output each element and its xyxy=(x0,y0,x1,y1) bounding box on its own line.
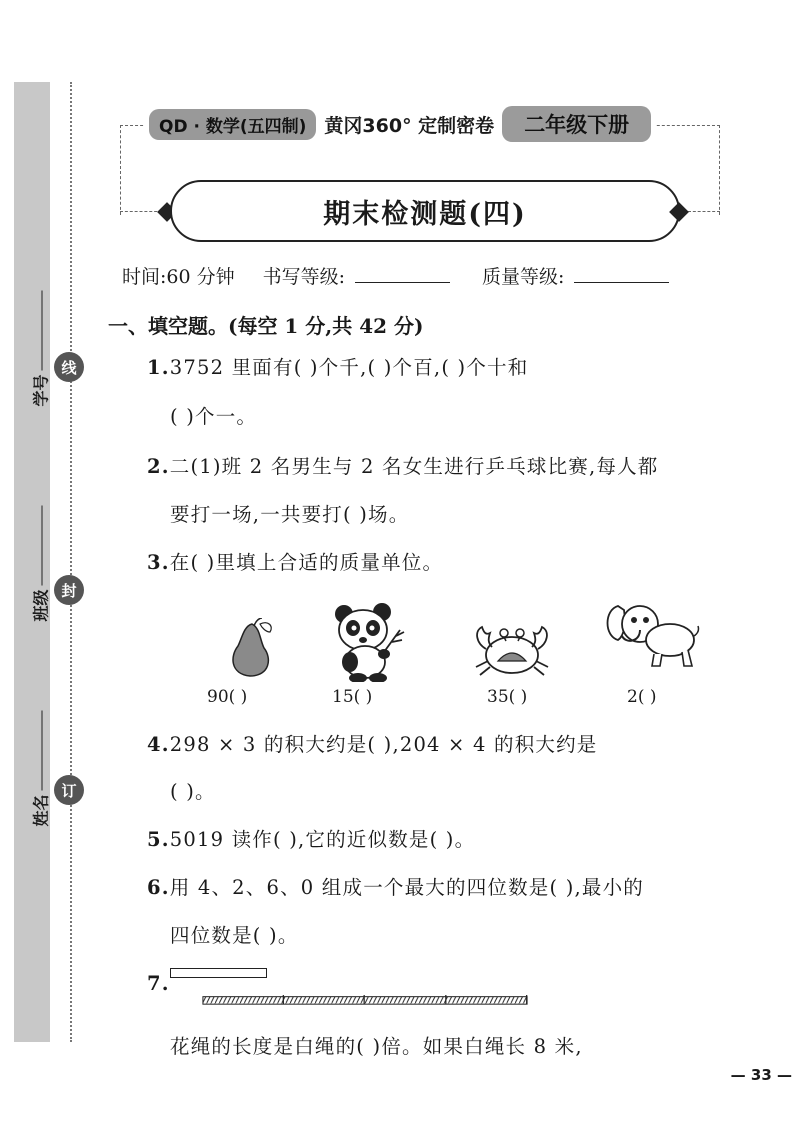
question-3 xyxy=(147,551,443,574)
class-field xyxy=(29,482,52,622)
q3-text: 在( )里填上合适的质量单位。 xyxy=(169,551,444,574)
q6-number: 6. xyxy=(147,876,170,899)
white-rope xyxy=(170,968,267,978)
class-blank[interactable] xyxy=(42,505,43,585)
writing-grade-blank[interactable] xyxy=(355,282,450,283)
student-id-field xyxy=(29,267,52,407)
question-5 xyxy=(147,828,475,851)
q3-number: 3. xyxy=(147,551,170,574)
seal-mark-bind: 订 xyxy=(54,775,84,805)
name-blank[interactable] xyxy=(42,710,43,790)
section-title: 一、填空题。(每空 1 分,共 42 分) xyxy=(108,314,424,338)
student-id-label: 学号 xyxy=(31,374,51,407)
name-field xyxy=(29,687,52,827)
patterned-rope xyxy=(170,995,560,1005)
q4-text-line2: ( )。 xyxy=(170,780,216,803)
q2-text-line1: 二(1)班 2 名男生与 2 名女生进行乒乓球比赛,每人都 xyxy=(169,455,659,478)
panda-icon xyxy=(330,600,410,682)
series-pill: QD · 数学(五四制) xyxy=(149,109,316,140)
quality-grade-label: 质量等级: xyxy=(482,266,565,288)
crab-icon xyxy=(470,615,554,679)
seal-mark-line: 线 xyxy=(54,352,84,382)
elephant-icon xyxy=(604,596,700,670)
question-1 xyxy=(147,356,528,379)
seal-mark-seal: 封 xyxy=(54,575,84,605)
panda-weight: 15( ) xyxy=(332,687,373,707)
brand-text: 黄冈360° 定制密卷 xyxy=(324,114,495,137)
q5-number: 5. xyxy=(147,828,170,851)
title-box xyxy=(170,180,680,242)
cut-line xyxy=(70,82,72,1042)
q7-number: 7. xyxy=(147,972,170,995)
question-2 xyxy=(147,455,659,478)
exam-time: 时间:60 分钟 xyxy=(122,266,235,288)
q1-number: 1. xyxy=(147,356,170,379)
exam-meta xyxy=(122,262,722,289)
elephant-weight: 2( ) xyxy=(627,687,657,707)
pear-weight: 90( ) xyxy=(207,687,248,707)
q4-number: 4. xyxy=(147,733,170,756)
grade-pill: 二年级下册 xyxy=(502,106,651,142)
q6-text-line2: 四位数是( )。 xyxy=(170,924,299,947)
q2-text-line2: 要打一场,一共要打( )场。 xyxy=(170,503,410,526)
quality-grade-blank[interactable] xyxy=(574,282,669,283)
name-label: 姓名 xyxy=(31,794,51,827)
q5-text: 5019 读作( ),它的近似数是( )。 xyxy=(169,828,476,851)
q4-text-line1: 298 × 3 的积大约是( ),204 × 4 的积大约是 xyxy=(169,733,598,756)
q1-text-line1: 3752 里面有( )个千,( )个百,( )个十和 xyxy=(169,356,529,379)
q1-text-line2: ( )个一。 xyxy=(170,405,258,428)
title-dash-right xyxy=(688,211,720,212)
header-row xyxy=(145,106,655,142)
class-label: 班级 xyxy=(31,589,51,622)
writing-grade-label: 书写等级: xyxy=(262,266,346,288)
q6-text-line1: 用 4、2、6、0 组成一个最大的四位数是( ),最小的 xyxy=(169,876,645,899)
page-title: 期末检测题(四) xyxy=(323,198,527,230)
q7-text: 花绳的长度是白绳的( )倍。如果白绳长 8 米, xyxy=(170,1035,583,1058)
crab-weight: 35( ) xyxy=(487,687,528,707)
page-number: — 33 — xyxy=(730,1066,792,1084)
q2-number: 2. xyxy=(147,455,170,478)
question-7 xyxy=(147,972,170,995)
question-6 xyxy=(147,876,644,899)
pear-icon xyxy=(222,618,282,680)
question-4 xyxy=(147,733,598,756)
student-id-blank[interactable] xyxy=(42,290,43,370)
